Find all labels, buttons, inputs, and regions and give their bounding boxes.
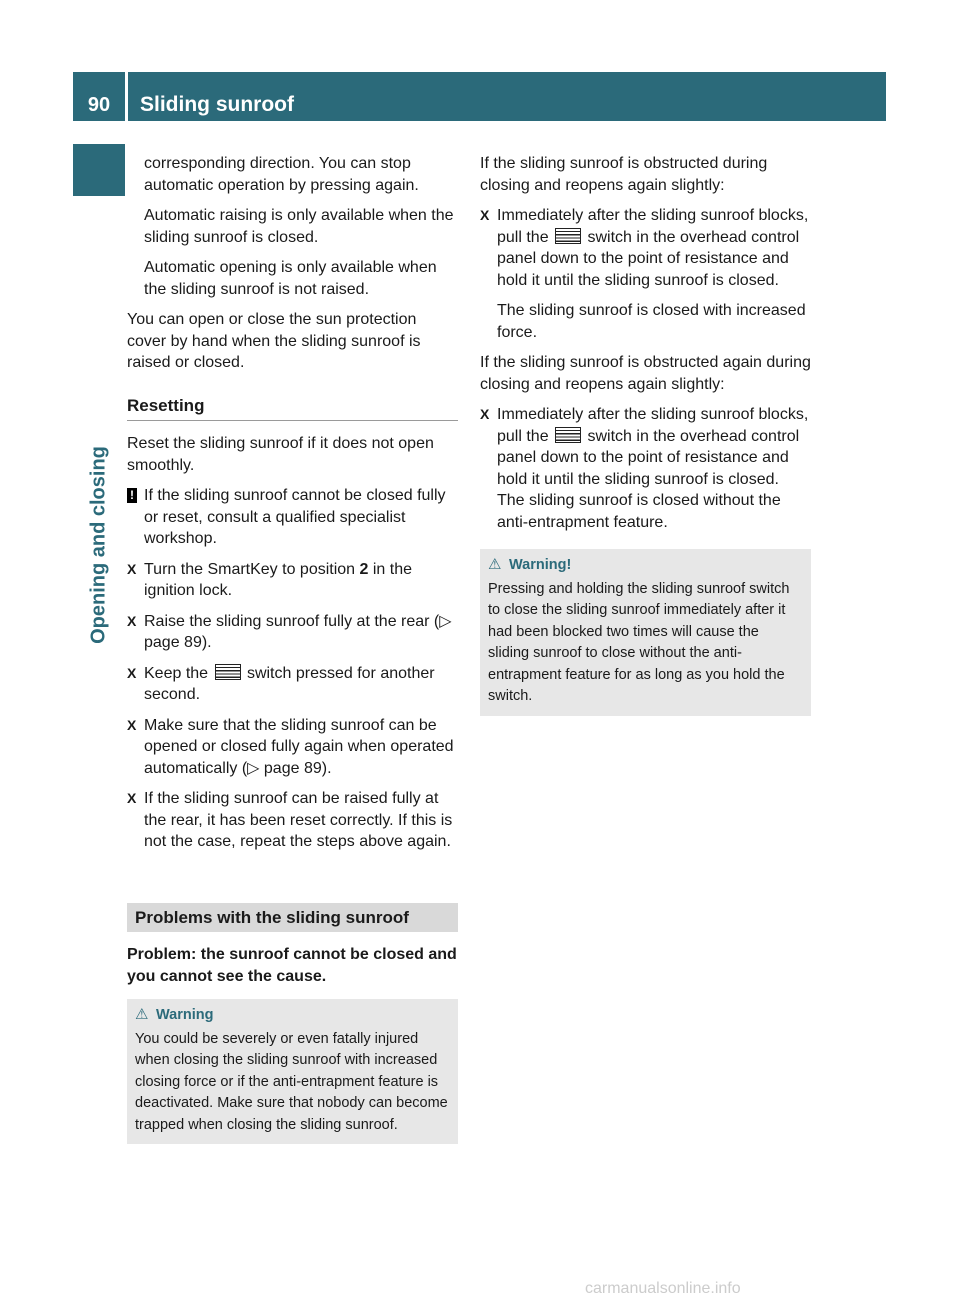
notice-icon: ! — [127, 488, 137, 503]
warning-title: ⚠ Warning! — [488, 554, 803, 577]
reset-intro: Reset the sliding sunroof if it does not open smoothly. — [127, 435, 434, 474]
sunroof-switch-icon — [555, 427, 581, 443]
step-marker-icon: X — [480, 406, 490, 422]
notice-text: If the sliding sunroof cannot be closed fully or reset, consult a qualified specialist workshop. — [144, 487, 446, 547]
chapter-label: Opening and closing — [87, 446, 110, 644]
chapter-tab — [73, 144, 125, 196]
header-divider — [125, 72, 128, 121]
sun-protection-text: You can open or close the sun protection cover by hand when the sliding sunroof is raised or closed. — [127, 311, 421, 371]
step-marker-icon: X — [127, 560, 137, 577]
note-opening: Automatic opening is only available when the sliding sunroof is not raised. — [144, 259, 437, 298]
problems-heading: Problems with the sliding sunroof — [127, 903, 458, 933]
warning-triangle-icon: ⚠ — [488, 556, 502, 573]
continued-text: corresponding direction. You can stop automatic operation by pressing again. — [144, 155, 419, 194]
step-item: X Keep the switch pressed for another second. — [127, 664, 435, 703]
warning-triangle-icon: ⚠ — [135, 1006, 149, 1023]
page-title: Sliding sunroof — [140, 93, 294, 116]
step-item: X Raise the sliding sunroof fully at the rear (▷ page 89). — [127, 612, 452, 651]
step-result: The sliding sunroof is closed with increased force. — [497, 302, 806, 341]
warning-text: You could be severely or even fatally injured when closing the sliding sunroof with increased closing force or if the anti-entrapment feature is deactivated. Make sure that nobody can become trapped when closing the sliding sunroof. — [135, 1030, 448, 1133]
step-marker-icon: X — [127, 716, 137, 733]
sunroof-switch-icon — [215, 664, 241, 680]
step-item: X If the sliding sunroof can be raised fully at the rear, it has been reset correctly. If this is not the case, repeat the steps above again. — [127, 790, 453, 850]
step-marker-icon: X — [127, 612, 137, 629]
notice — [127, 485, 458, 550]
warning-title: ⚠ Warning — [135, 1004, 450, 1027]
right-column — [480, 153, 811, 716]
warning-box — [127, 999, 458, 1144]
step-result: The sliding sunroof is closed without the anti-entrapment feature. — [497, 492, 781, 531]
step-marker-icon: X — [480, 207, 490, 223]
warning-box — [480, 549, 811, 716]
step-marker-icon: X — [127, 664, 137, 681]
step-marker-icon: X — [127, 790, 137, 806]
step-item: X Immediately after the sliding sunroof blocks, pull the switch in the overhead control panel down to the point of resistance and hold it until the sliding sunroof is closed. The sliding sunroof is closed without the anti-entrapment feature. — [480, 404, 811, 533]
left-column — [127, 153, 458, 1144]
problem-text: Problem: the sunroof cannot be closed and you cannot see the cause. — [127, 946, 457, 985]
step-item: X Make sure that the sliding sunroof can be opened or closed fully again when operated automatically (▷ page 89). — [127, 716, 454, 777]
step-item: X Immediately after the sliding sunroof blocks, pull the switch in the overhead control panel down to the point of resistance and hold it until the sliding sunroof is closed. The sliding sunroof is closed with increased force. — [480, 205, 811, 343]
page-number: 90 — [87, 94, 111, 116]
obstruction-intro-1: If the sliding sunroof is obstructed during closing and reopens again slightly: — [480, 155, 768, 194]
resetting-heading: Resetting — [127, 383, 458, 422]
warning-text: Pressing and holding the sliding sunroof switch to close the sliding sunroof immediately after it had been blocked two times will cause the sliding sunroof to close without the anti-entrapment feature for as long as you hold the switch. — [488, 580, 790, 704]
obstruction-intro-2: If the sliding sunroof is obstructed again during closing and reopens again slightly: — [480, 354, 811, 393]
watermark: carmanualsonline.info — [585, 1280, 741, 1297]
sunroof-switch-icon — [555, 228, 581, 244]
step-item: X Turn the SmartKey to position 2 in the ignition lock. — [127, 560, 413, 599]
note-raising: Automatic raising is only available when the sliding sunroof is closed. — [144, 207, 454, 246]
